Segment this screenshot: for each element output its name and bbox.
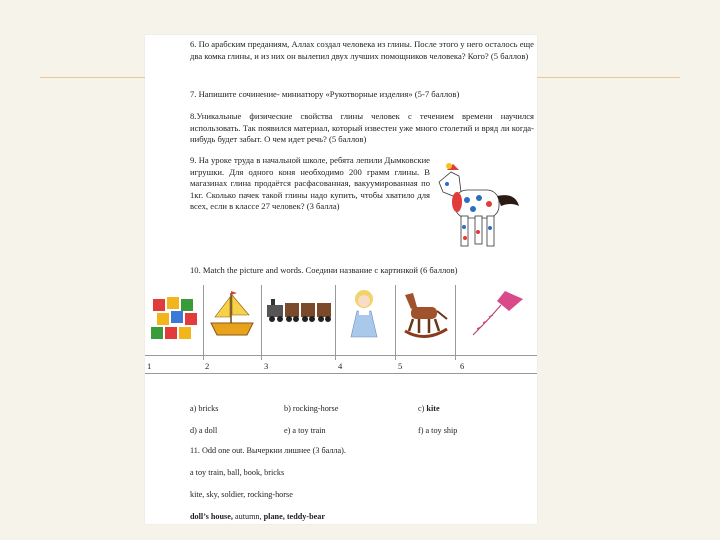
toy-ship-image bbox=[205, 285, 259, 343]
option-a: a) bricks bbox=[190, 404, 219, 413]
worksheet-page bbox=[145, 35, 537, 524]
grid-line bbox=[261, 285, 262, 360]
question-6: 6. По арабским преданиям, Аллах создал человека из глины. После этого у него осталось еще два комка глины, и из них он вылепил двух лучших помощников человека? Кого? (5 баллов) bbox=[190, 39, 534, 61]
option-f: f) a toy ship bbox=[418, 426, 458, 435]
question-9: 9. На уроке труда в начальной школе, ребята лепили Дымковские игрушки. Для одного коня необходимо 200 грамм глины. В магазинах глина продаётся расфасованная, вакуумированная по 1кг. Сколько пачек такой глины надо купить, чтобы хватило для всех, если в классе 27 человек? (3 балла) bbox=[190, 155, 430, 211]
question-10: 10. Match the picture and words. Соедини название с картинкой (6 баллов) bbox=[190, 265, 458, 275]
phrase-bold-1: doll’s house, bbox=[190, 512, 233, 521]
question-8: 8.Уникальные физические свойства глины человек с течением времени научился использовать. Так появился материал, который известен уже много столетий и вряд ли когда-нибудь будет забыт. О чем идет речь? (5 баллов) bbox=[190, 111, 534, 144]
grid-line bbox=[395, 285, 396, 360]
grid-line bbox=[203, 285, 204, 360]
grid-line bbox=[335, 285, 336, 360]
option-c bbox=[418, 403, 440, 414]
kite-image bbox=[463, 285, 533, 343]
phrase-plain: autumn, bbox=[232, 512, 264, 521]
toy-train-image bbox=[263, 285, 335, 343]
rocking-horse-image bbox=[397, 285, 453, 343]
bricks-image bbox=[147, 285, 201, 343]
phrase-bold-2: plane, teddy-bear bbox=[263, 512, 326, 521]
grid-line bbox=[455, 285, 456, 360]
dymkovo-horse-image bbox=[431, 162, 531, 257]
option-c-word: kite bbox=[426, 404, 440, 413]
option-c-prefix: c) bbox=[418, 404, 427, 413]
option-b: b) rocking-horse bbox=[284, 404, 339, 413]
question-11-line-2: kite, sky, soldier, rocking-horse bbox=[190, 490, 293, 499]
cell-number: 2 bbox=[205, 361, 210, 371]
question-11-title: 11. Odd one out. Вычеркни лишнее (3 балла). bbox=[190, 446, 346, 455]
grid-line bbox=[145, 373, 537, 374]
cell-number: 6 bbox=[460, 361, 465, 371]
question-11-line-3 bbox=[190, 511, 325, 522]
question-7: 7. Напишите сочинение- миниатюру «Рукотворные изделия» (5-7 баллов) bbox=[190, 89, 460, 99]
question-11-line-1: a toy train, ball, book, bricks bbox=[190, 468, 285, 477]
option-e: e) a toy train bbox=[284, 426, 326, 435]
doll-image bbox=[337, 285, 391, 343]
option-d: d) a doll bbox=[190, 426, 218, 435]
cell-number: 5 bbox=[398, 361, 403, 371]
cell-number: 1 bbox=[147, 361, 152, 371]
cell-number: 4 bbox=[338, 361, 343, 371]
cell-number: 3 bbox=[264, 361, 269, 371]
